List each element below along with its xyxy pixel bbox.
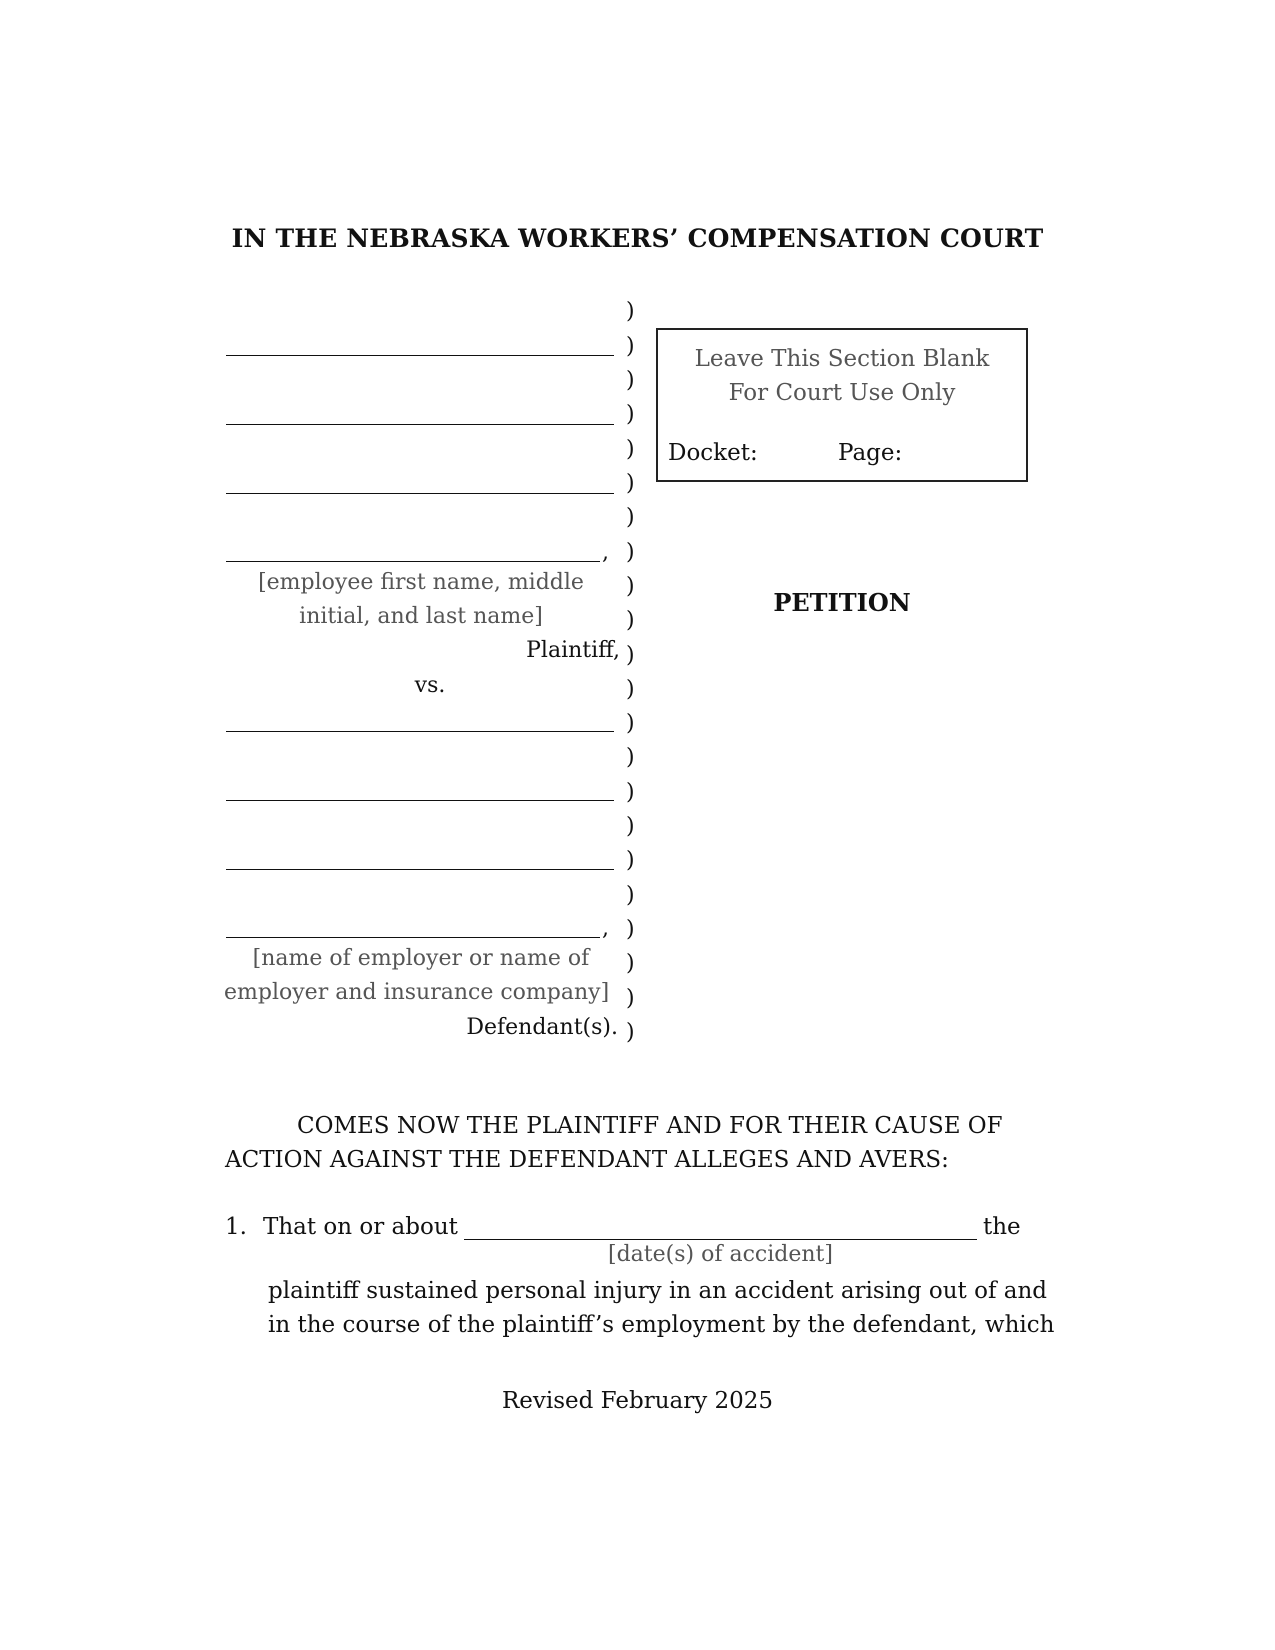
caption-paren: ) [626, 471, 635, 496]
caption-paren: ) [626, 780, 635, 805]
caption-paren: ) [626, 745, 635, 770]
court-use-note-1: Leave This Section Blank [694, 346, 990, 372]
defendant-name-line-3[interactable] [226, 869, 614, 870]
accident-date-hint: [date(s) of accident] [608, 1242, 833, 1267]
defendant-hint-1: [name of employer or name of [252, 946, 590, 971]
defendant-hint-2: employer and insurance company] [224, 980, 610, 1005]
defendant-name-line-1[interactable] [226, 731, 614, 732]
paragraph-lead: That on or about [263, 1214, 458, 1240]
plaintiff-line-comma: , [602, 540, 609, 565]
caption-paren: ) [626, 368, 635, 393]
caption-paren: ) [626, 986, 635, 1011]
caption-paren: ) [626, 1020, 635, 1045]
defendant-label: Defendant(s). [466, 1015, 618, 1040]
court-title: IN THE NEBRASKA WORKERS’ COMPENSATION COURT [231, 224, 1044, 253]
court-use-box [656, 328, 1028, 482]
caption-paren: ) [626, 299, 635, 324]
caption-paren: ) [626, 814, 635, 839]
plaintiff-name-line-4[interactable] [226, 561, 600, 562]
caption-paren: ) [626, 711, 635, 736]
intro-line-1: COMES NOW THE PLAINTIFF AND FOR THEIR CAUSE OF [297, 1113, 1003, 1139]
plaintiff-name-line-1[interactable] [226, 355, 614, 356]
caption-paren: ) [626, 608, 635, 633]
document-title: PETITION [773, 588, 911, 617]
paragraph-number: 1. [225, 1214, 247, 1240]
caption-paren: ) [626, 883, 635, 908]
defendant-name-line-2[interactable] [226, 800, 614, 801]
defendant-name-line-4[interactable] [226, 937, 600, 938]
caption-paren: ) [626, 643, 635, 668]
court-use-note-2: For Court Use Only [728, 380, 956, 406]
caption-paren: ) [626, 505, 635, 530]
caption-paren: ) [626, 540, 635, 565]
caption-paren: ) [626, 951, 635, 976]
caption-paren: ) [626, 437, 635, 462]
plaintiff-name-line-2[interactable] [226, 424, 614, 425]
defendant-line-comma: , [602, 916, 609, 941]
plaintiff-name-line-3[interactable] [226, 493, 614, 494]
plaintiff-label: Plaintiff, [526, 638, 620, 663]
versus-label: vs. [414, 673, 446, 698]
caption-paren: ) [626, 677, 635, 702]
caption-paren: ) [626, 402, 635, 427]
caption-paren: ) [626, 574, 635, 599]
intro-line-2: ACTION AGAINST THE DEFENDANT ALLEGES AND AVERS: [225, 1147, 949, 1173]
plaintiff-hint-2: initial, and last name] [299, 604, 543, 629]
paragraph-line-3: in the course of the plaintiff’s employment by the defendant, which [268, 1312, 1055, 1338]
plaintiff-hint-1: [employee first name, middle [258, 570, 584, 595]
page-label: Page: [838, 440, 903, 466]
caption-paren: ) [626, 334, 635, 359]
paragraph-trail: the [983, 1214, 1021, 1240]
docket-label: Docket: [668, 440, 758, 466]
caption-paren: ) [626, 917, 635, 942]
revision-footer: Revised February 2025 [501, 1388, 774, 1414]
caption-paren: ) [626, 848, 635, 873]
paragraph-line-2: plaintiff sustained personal injury in an accident arising out of and [268, 1278, 1048, 1304]
